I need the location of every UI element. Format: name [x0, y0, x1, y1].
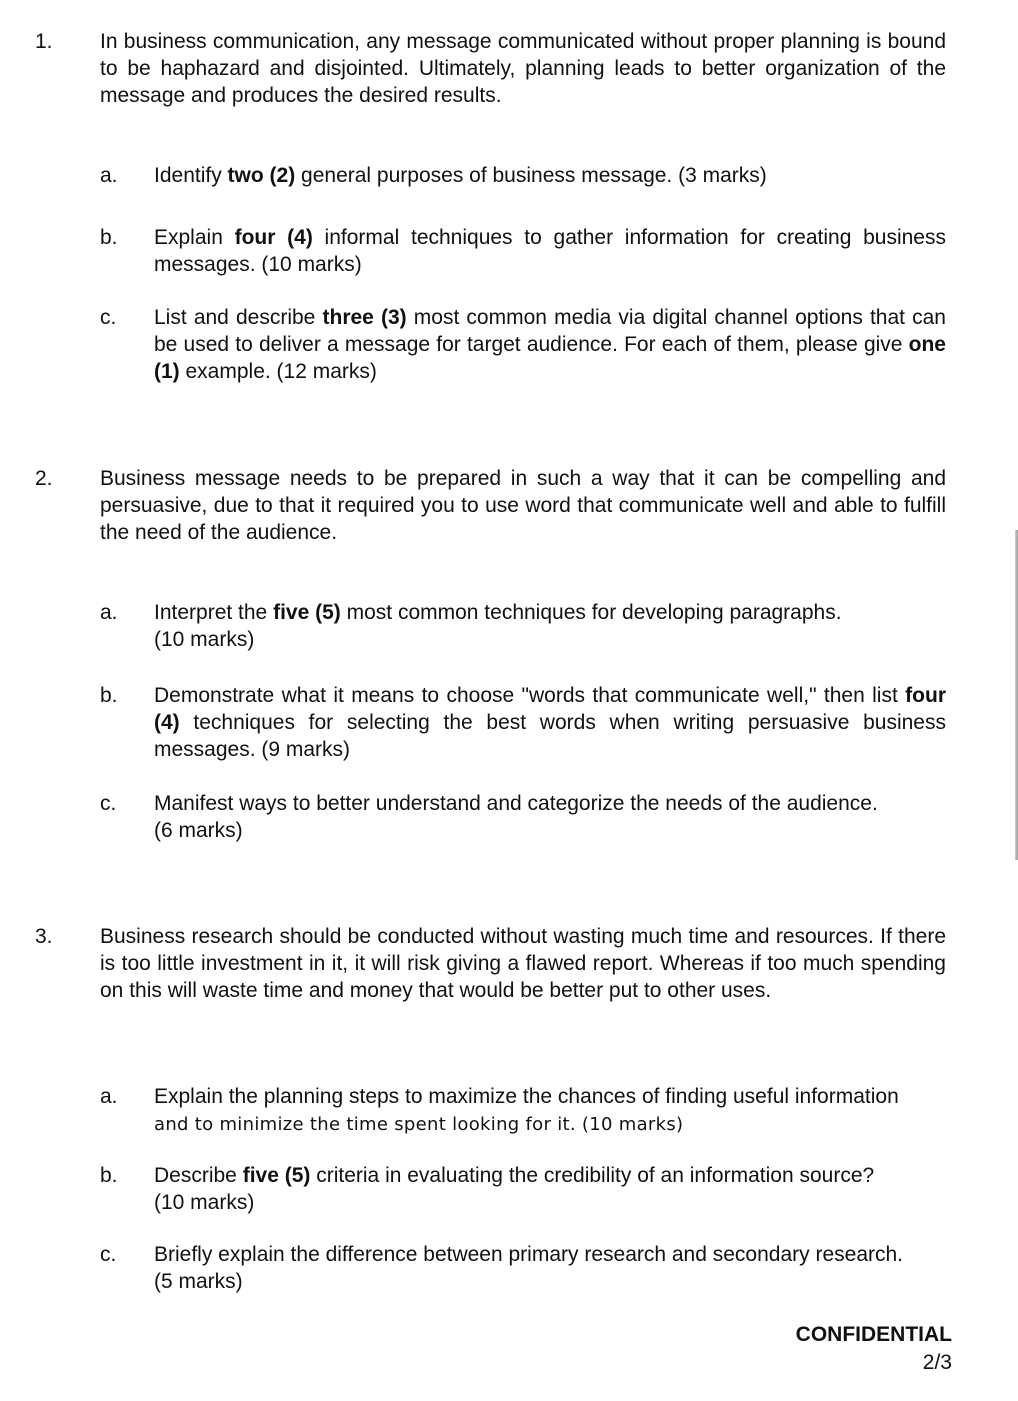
sub-text: Demonstrate what it means to choose "words that communicate well," then list four (4) techniques for selecting the best words when writing persuasive business messages. (9 marks)	[154, 684, 946, 761]
sub-text: Briefly explain the difference between primary research and secondary research. (5 marks)	[154, 1243, 904, 1293]
bold-count: three (3)	[322, 306, 407, 329]
sub-text: Describe five (5) criteria in evaluating the credibility of an information source? (10 marks)	[154, 1164, 875, 1214]
question-number: 3.	[35, 925, 53, 948]
sub-letter: b.	[100, 684, 118, 707]
sub-text: Interpret the five (5) most common techniques for developing paragraphs. (10 marks)	[154, 601, 842, 651]
page-number: 2/3	[922, 1351, 952, 1374]
bold-count: five (5)	[273, 601, 341, 624]
question-text: Business research should be conducted without wasting much time and resources. If there is too little investment in it, it will risk giving a flawed report. Whereas if too much spending on this will waste time and money that would be better put to other uses.	[100, 925, 946, 1002]
question-text: In business communication, any message communicated without proper planning is bound to be haphazard and disjointed. Ultimately, planning leads to better organization of the message and produces the desired results.	[100, 30, 946, 107]
bold-count: two (2)	[227, 164, 296, 187]
sub-letter: c.	[100, 1243, 117, 1266]
sub-letter: b.	[100, 1164, 118, 1187]
sub-letter: c.	[100, 306, 117, 329]
question-text: Business message needs to be prepared in such a way that it can be compelling and persuasive, due to that it required you to use word that communicate well and able to fulfill the need of the audience.	[100, 467, 946, 544]
sub-text: Identify two (2) general purposes of business message. (3 marks)	[154, 164, 767, 187]
bold-count: four (4)	[154, 684, 946, 734]
sub-letter: a.	[100, 601, 118, 624]
confidential-label: CONFIDENTIAL	[795, 1323, 952, 1346]
bold-count: four (4)	[234, 226, 313, 249]
sub-text: Manifest ways to better understand and categorize the needs of the audience. (6 marks)	[154, 792, 878, 842]
sub-text: List and describe three (3) most common media via digital channel options that can be used to deliver a message for target audience. For each of them, please give one (1) example. (12 marks)	[154, 306, 946, 383]
sub-text: Explain four (4) informal techniques to gather information for creating business messages. (10 marks)	[154, 226, 946, 276]
sub-text: Explain the planning steps to maximize the chances of finding useful information and to minimize the time spent looking for it. (10 marks)	[154, 1085, 899, 1135]
bold-count: one (1)	[154, 333, 946, 383]
question-number: 2.	[35, 467, 53, 490]
sub-letter: c.	[100, 792, 117, 815]
bold-count: five (5)	[242, 1164, 311, 1187]
sub-letter: a.	[100, 1085, 118, 1108]
question-number: 1.	[35, 30, 53, 53]
sub-letter: b.	[100, 226, 118, 249]
sub-letter: a.	[100, 164, 118, 187]
